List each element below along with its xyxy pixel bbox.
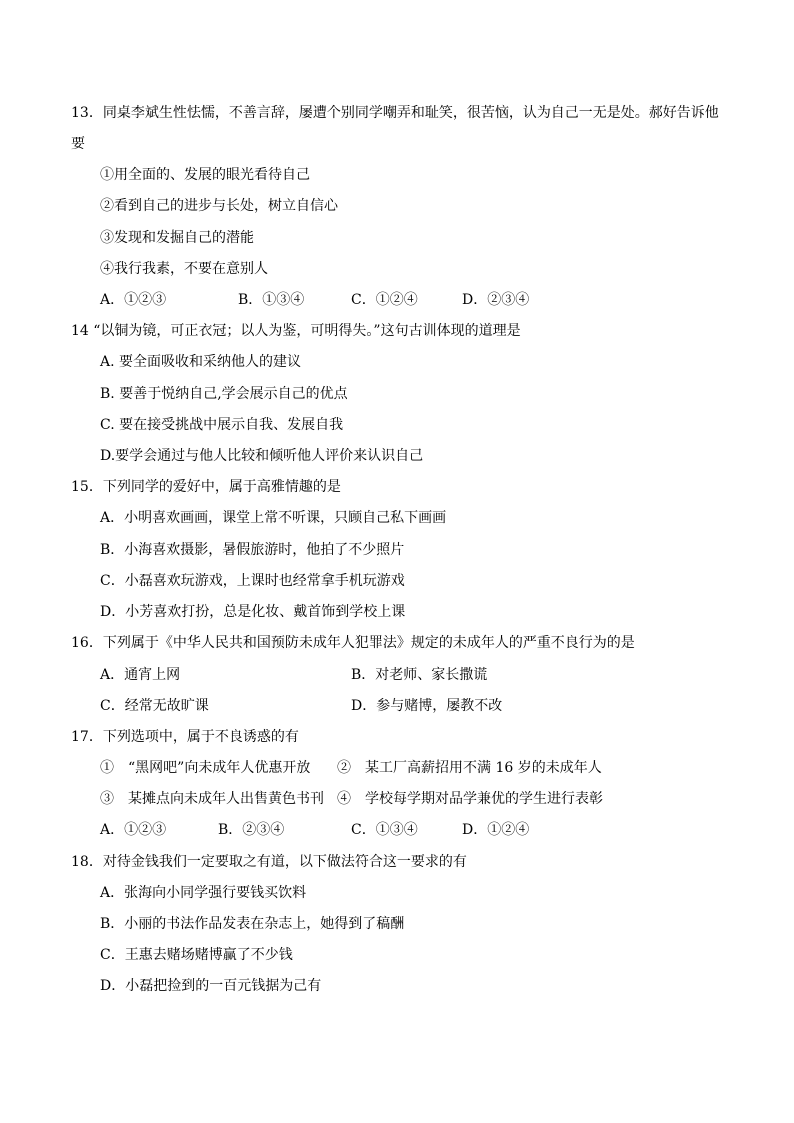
q13-option-d: D．②③④ bbox=[462, 292, 530, 308]
q18-option-a: A．张海向小同学强行要钱买饮料 bbox=[100, 885, 307, 901]
q13-statement-3: ③发现和发掘自己的潜能 bbox=[100, 230, 254, 246]
q13-statement-4: ④我行我素，不要在意别人 bbox=[100, 261, 268, 277]
q13-option-a: A．①②③ bbox=[100, 292, 167, 308]
q18-option-d: D．小磊把捡到的一百元钱据为己有 bbox=[100, 978, 322, 994]
q15-option-d: D．小芳喜欢打扮，总是化妆、戴首饰到学校上课 bbox=[100, 604, 406, 620]
q17-statement-4: ④ 学校每学期对品学兼优的学生进行表彰 bbox=[337, 791, 603, 807]
q13-option-b: B．①③④ bbox=[238, 292, 305, 308]
q15-option-c: C．小磊喜欢玩游戏，上课时也经常拿手机玩游戏 bbox=[100, 573, 405, 589]
q16-option-d: D．参与赌博，屡教不改 bbox=[351, 698, 503, 714]
q15-option-a: A．小明喜欢画画，课堂上常不听课，只顾自己私下画画 bbox=[100, 510, 447, 526]
q14-option-a: A. 要全面吸收和采纳他人的建议 bbox=[100, 354, 302, 370]
q13-option-c: C．①②④ bbox=[351, 292, 418, 308]
q15-stem: 15．下列同学的爱好中，属于高雅情趣的是 bbox=[71, 479, 341, 495]
q16-stem: 16．下列属于《中华人民共和国预防未成年人犯罪法》规定的未成年人的严重不良行为的是 bbox=[71, 635, 635, 651]
q17-option-c: C．①③④ bbox=[351, 822, 418, 838]
q17-statement-2: ② 某工厂高薪招用不满 16 岁的未成年人 bbox=[337, 760, 602, 776]
q16-option-b: B．对老师、家长撒谎 bbox=[351, 667, 488, 683]
q13-stem-line2: 要 bbox=[71, 136, 85, 152]
q15-option-b: B．小海喜欢摄影，暑假旅游时，他拍了不少照片 bbox=[100, 542, 405, 558]
q17-statement-1: ① “黑网吧”向未成年人优惠开放 bbox=[100, 760, 311, 776]
q17-option-b: B．②③④ bbox=[218, 822, 285, 838]
q13-statement-2: ②看到自己的进步与长处，树立自信心 bbox=[100, 198, 338, 214]
q13-stem-line1: 13．同桌李斌生性怯懦，不善言辞，屡遭个别同学嘲弄和耻笑，很苦恼，认为自己一无是处。郝好告诉他 bbox=[71, 105, 719, 121]
q17-stem: 17．下列选项中，属于不良诱惑的有 bbox=[71, 729, 299, 745]
q16-option-a: A．通宵上网 bbox=[100, 667, 181, 683]
q14-option-b: B. 要善于悦纳自己,学会展示自己的优点 bbox=[100, 386, 348, 402]
q14-option-c: C. 要在接受挑战中展示自我、发展自我 bbox=[100, 417, 344, 433]
q18-option-c: C．王惠去赌场赌博赢了不少钱 bbox=[100, 947, 293, 963]
q18-option-b: B．小丽的书法作品发表在杂志上，她得到了稿酬 bbox=[100, 916, 405, 932]
q17-statement-3: ③ 某摊点向未成年人出售黄色书刊 bbox=[100, 791, 324, 807]
q17-option-d: D．①②④ bbox=[462, 822, 530, 838]
q17-option-a: A．①②③ bbox=[100, 822, 167, 838]
q16-option-c: C．经常无故旷课 bbox=[100, 698, 209, 714]
q14-option-d: D.要学会通过与他人比较和倾听他人评价来认识自己 bbox=[100, 448, 424, 464]
q18-stem: 18．对待金钱我们一定要取之有道，以下做法符合这一要求的有 bbox=[71, 854, 467, 870]
q14-stem: 14 “以铜为镜，可正衣冠；以人为鉴，可明得失。”这句古训体现的道理是 bbox=[71, 323, 521, 339]
q13-statement-1: ①用全面的、发展的眼光看待自己 bbox=[100, 167, 310, 183]
